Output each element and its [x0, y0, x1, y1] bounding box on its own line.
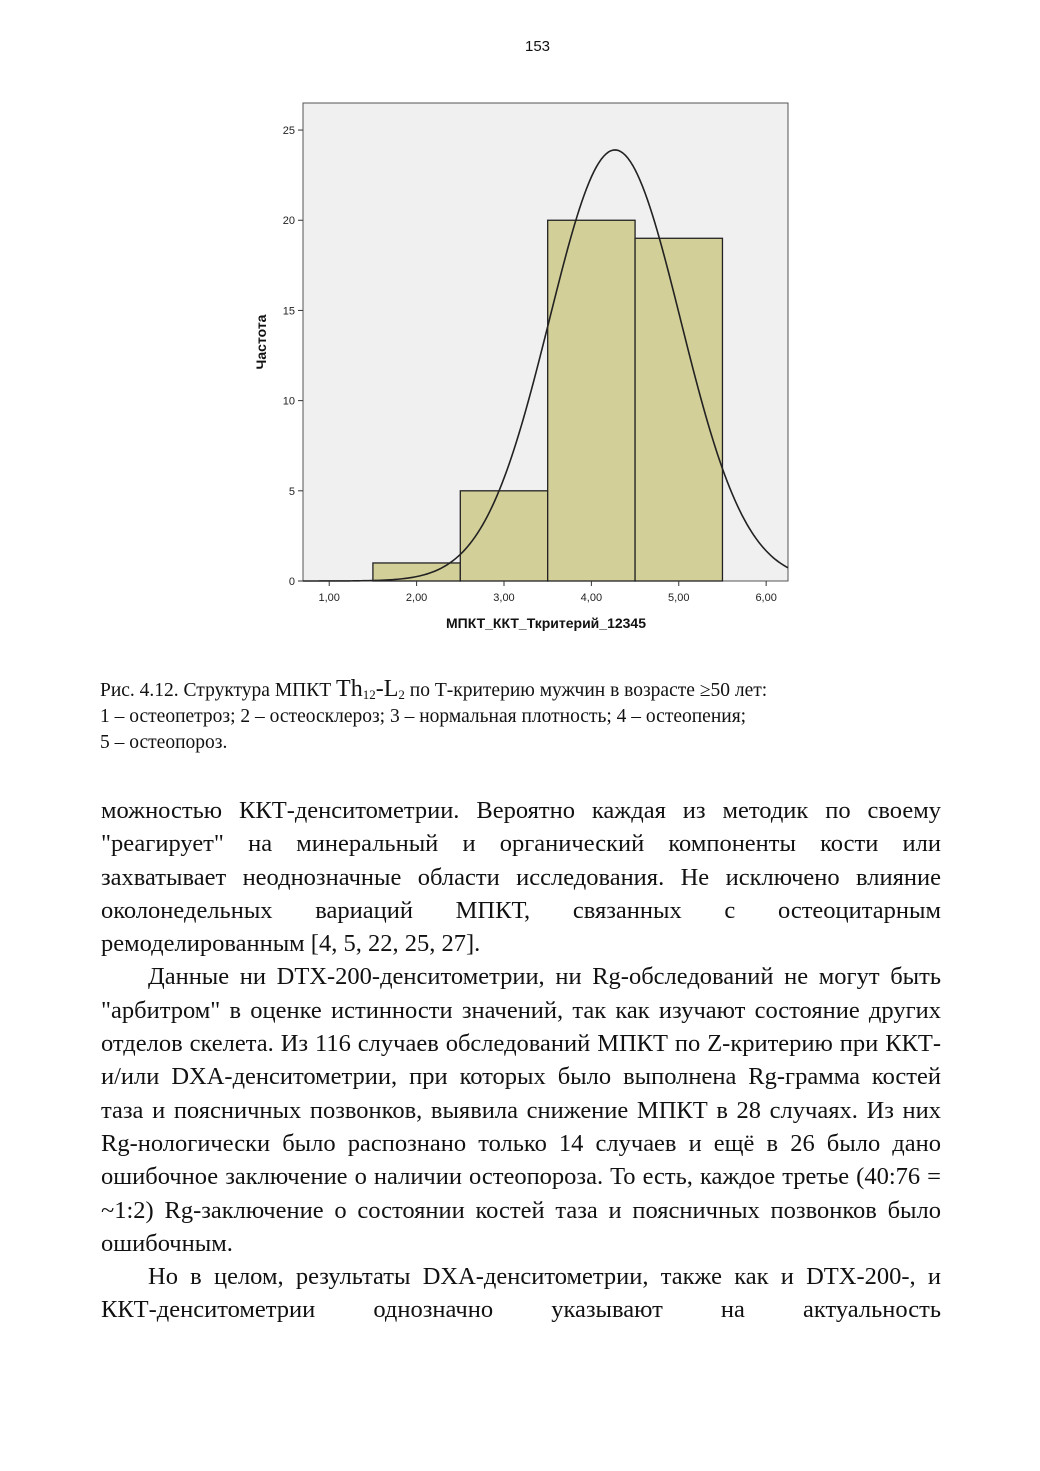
histogram-bar-2: [460, 491, 547, 581]
caption-line-3: 5 – остеопороз.: [100, 732, 228, 753]
page-number: 153: [524, 38, 551, 55]
histogram-bar-1: [373, 563, 460, 581]
paragraph-2: Данные ни DTX-200-денситометрии, ни Rg-обследований не могут быть "арбитром" в оценке истинности значений, так как изучают состояние других отделов скелета. Из 116 случаев обследований МПКТ по Z-критерию при ККТ-и/или DXA-денситометрии, при которых было выполнена Rg-грамма костей таза и поясничных позвонков, выявила снижение МПКТ в 28 случаях. Из них Rg-нологически было распознано только 14 случаев и ещё в 26 было дано ошибочное заключение о наличии остеопороза. То есть, каждое третье (40:76 = ~1:2) Rg-заключение о состоянии костей таза и поясничных позвонков было ошибочным.: [101, 963, 941, 1257]
paragraph-1: можностью ККТ-денситометрии. Вероятно каждая из методик по своему "реагирует" на минеральный и органический компоненты кости или захватывает неоднозначные области исследования. Не исключено влияние околонедельных вариаций МПКТ, связанных с остеоцитарным ремоделированным [4, 5, 22, 25, 27].: [101, 797, 941, 958]
y-tick-label-5: 25: [282, 125, 295, 138]
figure-caption: [100, 676, 960, 756]
paragraph-3: Но в целом, результаты DXA-денситометрии, также как и DTX-200-, и ККТ-денситометрии однозначно указывают на актуальность: [101, 1263, 941, 1324]
x-tick-label-1: 2,00: [405, 592, 428, 604]
histogram-bar-4: [635, 238, 722, 581]
x-tick-label-0: 1,00: [318, 592, 340, 604]
x-tick-label-2: 3,00: [493, 592, 515, 604]
y-tick-label-4: 20: [282, 215, 295, 228]
y-axis-ticks: [283, 125, 303, 588]
histogram-chart: [240, 95, 800, 645]
y-tick-label-0: 0: [288, 576, 295, 588]
caption-l: L: [383, 676, 399, 702]
x-axis-ticks: [319, 581, 777, 604]
y-tick-label-3: 15: [282, 305, 295, 318]
x-axis-label: МПКТ_ККТ_Ткритерий_12345: [445, 615, 647, 631]
y-tick-label-1: 5: [288, 485, 295, 498]
caption-line-2: 1 – остеопетроз; 2 – остеосклероз; 3 – нормальная плотность; 4 – остеопения;: [100, 706, 747, 727]
y-axis-label: Частота: [253, 314, 269, 370]
body-text: [101, 794, 941, 1327]
x-tick-label-4: 5,00: [668, 592, 690, 604]
x-tick-label-5: 6,00: [755, 592, 777, 604]
caption-th: Th: [336, 676, 363, 702]
x-tick-label-3: 4,00: [580, 592, 603, 604]
y-tick-label-2: 10: [282, 395, 295, 408]
caption-line-1: Рис. 4.12. Структура МПКТ $Th_{12}-L_2$ по Т-критерию мужчин в возрасте ≥50 лет:: [100, 676, 768, 702]
